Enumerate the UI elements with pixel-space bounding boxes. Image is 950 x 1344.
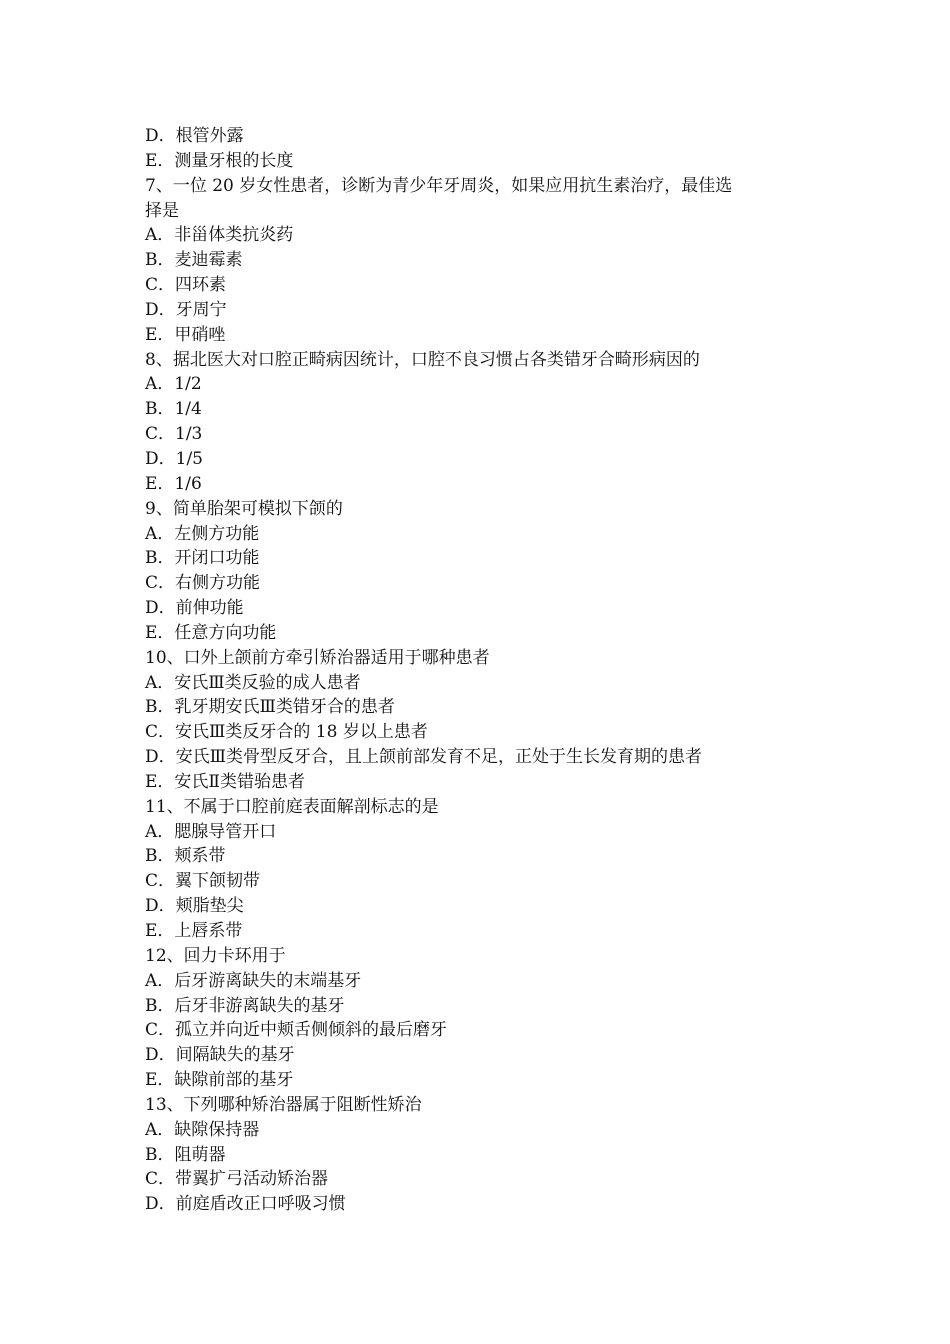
question-line: 12、回力卡环用于: [145, 945, 286, 966]
option-line: A．腮腺导管开口: [145, 821, 277, 842]
option-line: D．前庭盾改正口呼吸习惯: [145, 1194, 346, 1215]
question-line: 7、一位 20 岁女性患者，诊断为青少年牙周炎，如果应用抗生素治疗，最佳选: [145, 175, 733, 196]
question-line-continued: 择是: [145, 200, 179, 221]
option-line: B．颊系带: [145, 846, 226, 867]
option-line: D．牙周宁: [145, 299, 227, 320]
option-line: A．缺隙保持器: [145, 1119, 260, 1140]
option-line: A．后牙游离缺失的末端基牙: [145, 970, 362, 991]
option-line: E．1/6: [145, 473, 202, 494]
option-line: E．上唇系带: [145, 921, 243, 941]
question-line: 11、不属于口腔前庭表面解剖标志的是: [145, 796, 439, 817]
option-line: A．非甾体类抗炎药: [145, 225, 294, 246]
option-line: D．间隔缺失的基牙: [145, 1045, 295, 1066]
option-line: A．安氏Ⅲ类反验的成人患者: [145, 672, 361, 693]
option-line: B．阻萌器: [145, 1144, 226, 1165]
document-body: [145, 124, 810, 1217]
option-line: C．翼下颌韧带: [145, 871, 261, 892]
option-line: A．左侧方功能: [145, 523, 260, 544]
question-line: 10、口外上颌前方牵引矫治器适用于哪种患者: [145, 647, 490, 668]
option-line: B．乳牙期安氏Ⅲ类错牙合的患者: [145, 697, 395, 718]
option-line: E．甲硝唑: [145, 324, 226, 345]
option-line: E．测量牙根的长度: [145, 150, 294, 171]
option-line: B．麦迪霉素: [145, 250, 243, 271]
option-line: C．四环素: [145, 275, 227, 296]
option-line: D．安氏Ⅲ类骨型反牙合，且上颌前部发育不足，正处于生长发育期的患者: [145, 747, 703, 768]
option-line: D．1/5: [145, 448, 203, 469]
option-line: E．任意方向功能: [145, 622, 277, 643]
option-line: A．1/2: [145, 374, 202, 395]
option-line: D．前伸功能: [145, 598, 244, 619]
option-line: D．颊脂垫尖: [145, 896, 244, 917]
question-line: 13、下列哪种矫治器属于阻断性矫治: [145, 1094, 422, 1115]
option-line: D．根管外露: [145, 126, 244, 146]
question-line: 9、简单胎架可模拟下颌的: [145, 498, 343, 519]
option-line: C．带翼扩弓活动矫治器: [145, 1169, 329, 1190]
option-line: C．1/3: [145, 424, 203, 445]
question-line: 8、据北医大对口腔正畸病因统计，口腔不良习惯占各类错牙合畸形病因的: [145, 349, 700, 370]
option-line: B．后牙非游离缺失的基牙: [145, 995, 345, 1016]
option-line: C．安氏Ⅲ类反牙合的 18 岁以上患者: [145, 722, 428, 743]
option-line: C．右侧方功能: [145, 573, 261, 594]
option-line: B．开闭口功能: [145, 548, 260, 569]
option-line: C．孤立并向近中颊舌侧倾斜的最后磨牙: [145, 1020, 448, 1041]
option-line: E．安氏Ⅱ类错骀患者: [145, 771, 305, 792]
option-line: E．缺隙前部的基牙: [145, 1070, 294, 1091]
option-line: B．1/4: [145, 399, 202, 420]
